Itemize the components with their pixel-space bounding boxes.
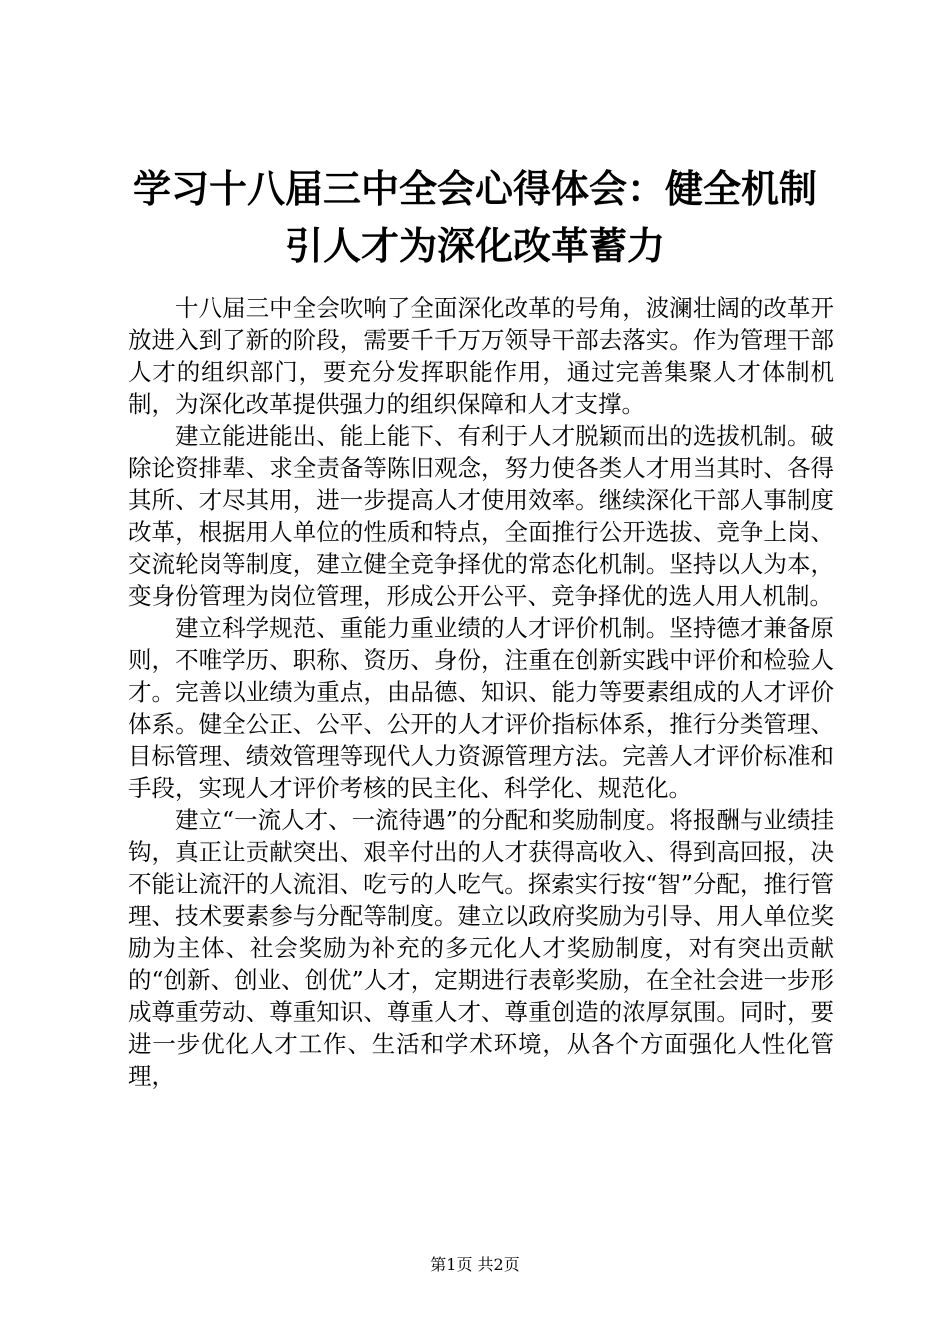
page-number-footer: 第1页 共2页 bbox=[430, 1255, 520, 1274]
paragraph-selection-mechanism: 建立能进能出、能上能下、有利于人才脱颖而出的选拔机制。破除论资排辈、求全责备等陈旧观念，努力使各类人才用当其时、各得其所、才尽其用，进一步提高人才使用效率。继续深化干部人事制度改革，根据用人单位的性质和特点，全面推行公开选拔、竞争上岗、交流轮岗等制度，建立健全竞争择优的常态化机制。坚持以人为本，变身份管理为岗位管理，形成公开公平、竞争择优的选人用人机制。 bbox=[128, 422, 834, 610]
document-title: 学习十八届三中全会心得体会：健全机制引人才为深化改革蓄力 bbox=[132, 166, 817, 268]
document-body bbox=[128, 292, 834, 1092]
paragraph-evaluation-mechanism: 建立科学规范、重能力重业绩的人才评价机制。坚持德才兼备原则，不唯学历、职称、资历、身份，注重在创新实践中评价和检验人才。完善以业绩为重点，由品德、知识、能力等要素组成的人才评价体系。健全公正、公平、公开的人才评价指标体系，推行分类管理、目标管理、绩效管理等现代人力资源管理方法。完善人才评价标准和手段，实现人才评价考核的民主化、科学化、规范化。 bbox=[128, 614, 834, 802]
paragraph-intro: 十八届三中全会吹响了全面深化改革的号角，波澜壮阔的改革开放进入到了新的阶段，需要千千万万领导干部去落实。作为管理干部人才的组织部门，要充分发挥职能作用，通过完善集聚人才体制机制，为深化改革提供强力的组织保障和人才支撑。 bbox=[128, 294, 834, 418]
paragraph-reward-system: 建立“一流人才、一流待遇”的分配和奖励制度。将报酬与业绩挂钩，真正让贡献突出、艰辛付出的人才获得高收入、得到高回报，决不能让流汗的人流泪、吃亏的人吃气。探索实行按“智”分配，推行管理、技术要素参与分配等制度。建立以政府奖励为引导、用人单位奖励为主体、社会奖励为补充的多元化人才奖励制度，对有突出贡献的“创新、创业、创优”人才，定期进行表彰奖励，在全社会进一步形成尊重劳动、尊重知识、尊重人才、尊重创造的浓厚氛围。同时，要进一步优化人才工作、生活和学术环境，从各个方面强化人性化管理， bbox=[128, 806, 834, 1090]
